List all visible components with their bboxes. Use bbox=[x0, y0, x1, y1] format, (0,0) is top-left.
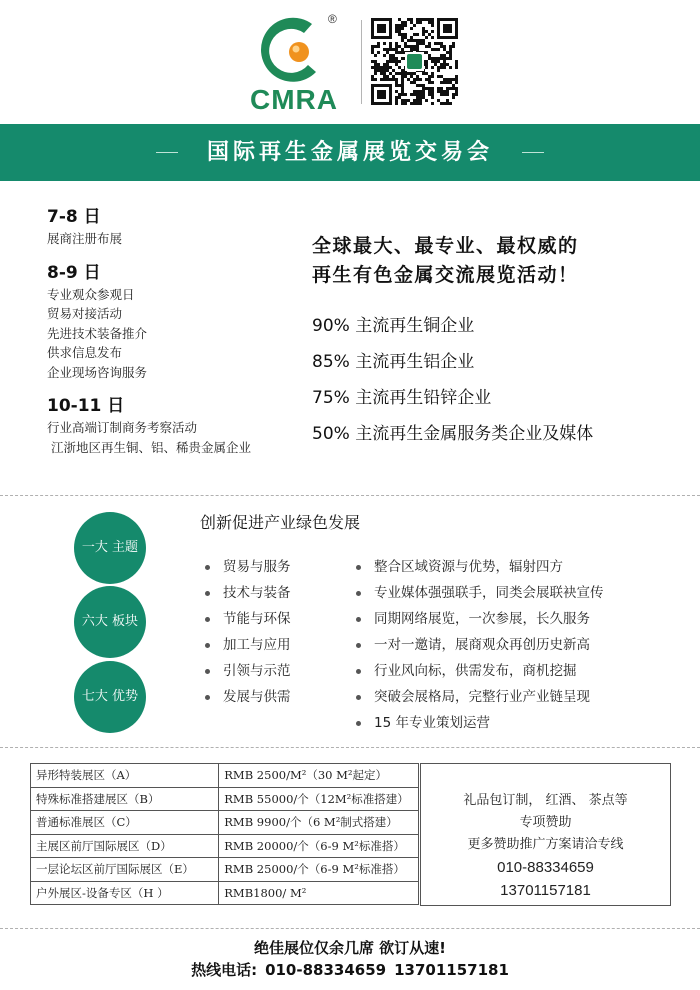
price-cell: RMB 20000/个（6-9 M²标准搭） bbox=[219, 834, 419, 858]
list-item-label: 专业媒体强强联手，同类会展联袂宣传 bbox=[374, 585, 604, 601]
qr-code[interactable] bbox=[371, 18, 458, 105]
features-heading: 创新促进产业绿色发展 bbox=[200, 513, 361, 532]
list-item bbox=[356, 632, 604, 658]
schedule-item: 供求信息发布 bbox=[47, 345, 123, 360]
list-item-label: 节能与环保 bbox=[223, 611, 291, 627]
schedule-day-title: 7-8 日 bbox=[47, 207, 101, 227]
list-item-label: 技术与装备 bbox=[223, 585, 291, 601]
stat-line: 85% 主流再生铝企业 bbox=[312, 352, 475, 372]
price-cell: RMB 2500/M²（30 M²起定） bbox=[219, 764, 419, 788]
list-item-label: 加工与应用 bbox=[223, 637, 291, 653]
stat-line: 90% 主流再生铜企业 bbox=[312, 316, 475, 336]
banner-title: 国际再生金属展览交易会 bbox=[206, 140, 493, 165]
hotline-label: 热线电话: bbox=[191, 961, 258, 979]
hotline-phone[interactable]: 13701157181 bbox=[394, 961, 509, 979]
schedule-item: 企业现场咨询服务 bbox=[47, 364, 148, 380]
cmra-emblem-icon bbox=[250, 16, 340, 88]
schedule bbox=[47, 205, 307, 469]
zone-cell: 主展区前厅国际展区（D） bbox=[31, 834, 219, 858]
qr-center-badge bbox=[405, 52, 424, 71]
table-row bbox=[31, 787, 419, 811]
zone-cell: 普通标准展区（C） bbox=[31, 811, 219, 835]
list-item-label: 贸易与服务 bbox=[223, 559, 291, 575]
table-row bbox=[31, 764, 419, 788]
list-item-label: 引领与示范 bbox=[223, 663, 291, 679]
list-item bbox=[205, 632, 291, 658]
section-divider bbox=[0, 747, 700, 748]
price-cell: RMB 9900/个（6 M²制式搭建） bbox=[219, 811, 419, 835]
registered-mark: ® bbox=[328, 12, 337, 26]
sponsor-phone[interactable]: 13701157181 bbox=[500, 882, 591, 899]
slogan-line: 全球最大、最专业、最权威的 bbox=[312, 235, 579, 257]
table-row bbox=[31, 811, 419, 835]
schedule-day bbox=[47, 394, 307, 457]
table-row bbox=[31, 834, 419, 858]
bullet-icon bbox=[356, 617, 361, 622]
banner-decor-line-right bbox=[522, 152, 544, 153]
circle-sectors: 六大 板块 bbox=[74, 586, 146, 658]
title-banner bbox=[0, 124, 700, 181]
list-item bbox=[205, 554, 291, 580]
advantages-list bbox=[356, 554, 604, 736]
list-item bbox=[205, 580, 291, 606]
schedule-item: 江浙地区再生铜、铝、稀贵金属企业 bbox=[47, 439, 251, 455]
schedule-item: 专业观众参观日 bbox=[47, 286, 135, 302]
table-row bbox=[31, 858, 419, 882]
list-item bbox=[356, 606, 604, 632]
bullet-icon bbox=[205, 617, 210, 622]
list-item bbox=[356, 684, 604, 710]
bullet-icon bbox=[356, 643, 361, 648]
stat-line: 75% 主流再生铅锌企业 bbox=[312, 388, 492, 408]
logo-text: CMRA bbox=[250, 84, 338, 115]
pricing-table bbox=[30, 763, 419, 905]
bullet-icon bbox=[205, 643, 210, 648]
schedule-item: 先进技术装备推介 bbox=[47, 325, 148, 341]
bullet-icon bbox=[356, 695, 361, 700]
schedule-item: 展商注册布展 bbox=[47, 231, 123, 246]
zone-cell: 特殊标准搭建展区（B） bbox=[31, 787, 219, 811]
footer-hotline bbox=[0, 959, 700, 981]
list-item-label: 整合区域资源与优势，辐射四方 bbox=[374, 559, 563, 575]
list-item bbox=[205, 606, 291, 632]
list-item bbox=[205, 684, 291, 710]
circle-advantages: 七大 优势 bbox=[74, 661, 146, 733]
schedule-day bbox=[47, 205, 307, 249]
list-item-label: 发展与供需 bbox=[223, 689, 291, 705]
zone-cell: 户外展区-设备专区（H ） bbox=[31, 881, 219, 904]
list-item bbox=[205, 658, 291, 684]
bullet-icon bbox=[205, 565, 210, 570]
price-cell: RMB1800/ M² bbox=[219, 881, 419, 904]
list-item bbox=[356, 710, 604, 736]
bullet-icon bbox=[356, 721, 361, 726]
bullet-icon bbox=[205, 669, 210, 674]
stat-line: 50% 主流再生金属服务类企业及媒体 bbox=[312, 424, 594, 444]
section-divider bbox=[0, 928, 700, 929]
hotline-phone[interactable]: 010-88334659 bbox=[265, 961, 387, 979]
schedule-day bbox=[47, 261, 307, 383]
list-item bbox=[356, 554, 604, 580]
bullet-icon bbox=[356, 669, 361, 674]
list-item bbox=[356, 580, 604, 606]
bullet-icon bbox=[205, 591, 210, 596]
schedule-item: 行业高端订制商务考察活动 bbox=[47, 420, 198, 435]
circle-theme: 一大 主题 bbox=[74, 512, 146, 584]
list-item bbox=[356, 658, 604, 684]
zone-cell: 异形特装展区（A） bbox=[31, 764, 219, 788]
price-cell: RMB 55000/个（12M²标准搭建） bbox=[219, 787, 419, 811]
slogan bbox=[312, 232, 692, 290]
section-divider bbox=[0, 495, 700, 496]
schedule-item: 贸易对接活动 bbox=[47, 306, 123, 321]
zone-cell: 一层论坛区前厅国际展区（E） bbox=[31, 858, 219, 882]
list-item-label: 突破会展格局，完整行业产业链呈现 bbox=[374, 689, 590, 705]
list-item-label: 同期网络展览，一次参展，长久服务 bbox=[374, 611, 590, 627]
price-cell: RMB 25000/个（6-9 M²标准搭） bbox=[219, 858, 419, 882]
schedule-day-title: 8-9 日 bbox=[47, 262, 101, 283]
list-item-label: 15 年专业策划运营 bbox=[374, 715, 490, 731]
footer-callout: 绝佳展位仅余几席 欲订从速! bbox=[253, 939, 447, 957]
header-divider bbox=[361, 20, 362, 104]
slogan-line: 再生有色金属交流展览活动！ bbox=[312, 264, 579, 286]
list-item-label: 行业风向标，供需发布，商机挖掘 bbox=[374, 663, 577, 679]
cmra-logo bbox=[240, 12, 350, 115]
schedule-day-title: 10-11 日 bbox=[47, 396, 125, 416]
sponsor-line: 礼品包订制， 红酒、 茶点等 bbox=[463, 793, 628, 808]
sectors-list bbox=[205, 554, 291, 710]
bullet-icon bbox=[356, 565, 361, 570]
list-item-label: 一对一邀请，展商观众再创历史新高 bbox=[374, 637, 590, 653]
table-row bbox=[31, 881, 419, 904]
sponsor-line: 更多赞助推广方案请洽专线 bbox=[467, 837, 624, 852]
sponsor-phone[interactable]: 010-88334659 bbox=[497, 859, 594, 876]
sponsor-box bbox=[420, 763, 671, 906]
stats bbox=[312, 308, 697, 452]
bullet-icon bbox=[356, 591, 361, 596]
sponsor-line: 专项赞助 bbox=[519, 815, 572, 830]
bullet-icon bbox=[205, 695, 210, 700]
